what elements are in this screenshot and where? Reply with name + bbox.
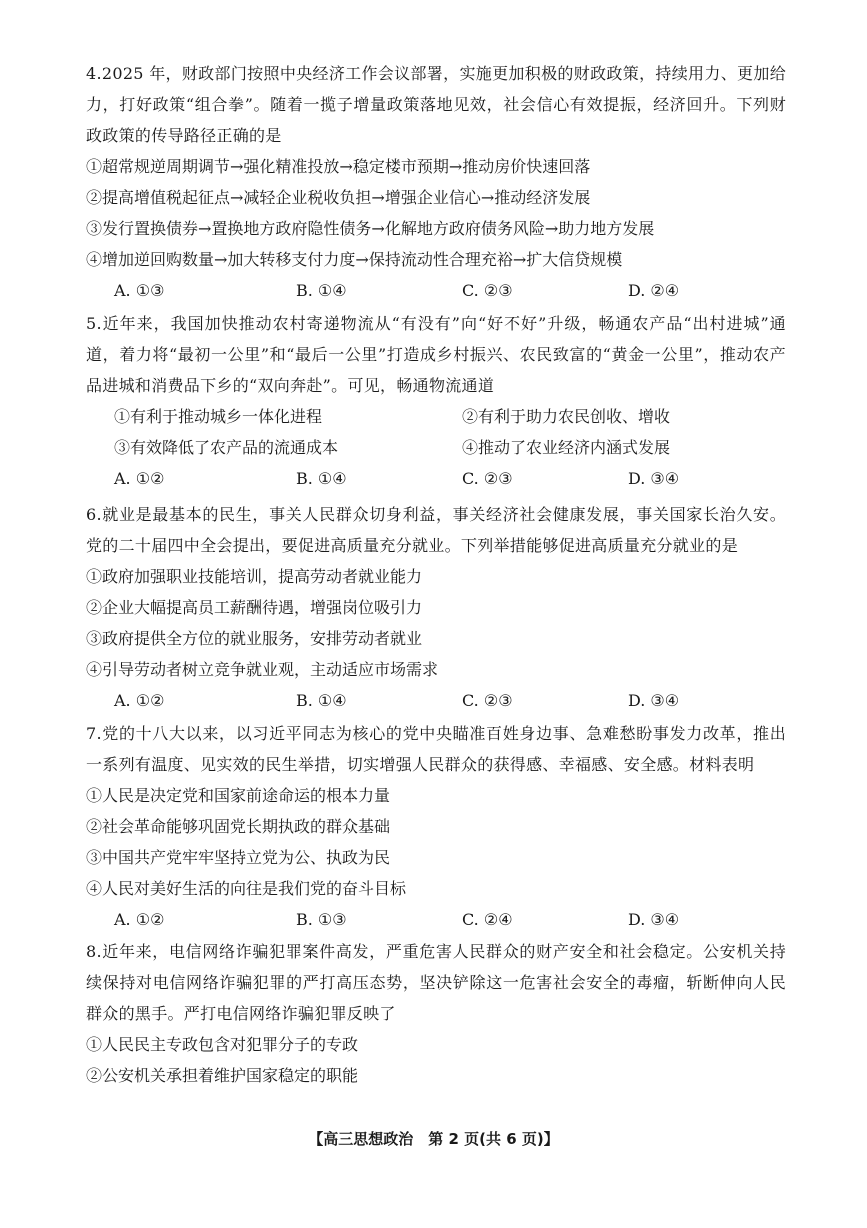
question-6-stem: 6.就业是最基本的民生，事关人民群众切身利益，事关经济社会健康发展，事关国家长治久安。党的二十届四中全会提出，要促进高质量充分就业。下列举措能够促进高质量充分就业的是 bbox=[86, 505, 786, 555]
choice-c: C. ②③ bbox=[462, 469, 513, 488]
question-5-options-row-1 bbox=[86, 401, 786, 432]
choice-b: B. ①④ bbox=[296, 469, 347, 488]
choice-a: A. ①② bbox=[114, 910, 165, 929]
question-6-choices bbox=[86, 685, 786, 716]
question-4-option-3: ③发行置换债券→置换地方政府隐性债务→化解地方政府债务风险→助力地方发展 bbox=[86, 219, 655, 238]
choice-b: B. ①③ bbox=[296, 910, 347, 929]
question-8 bbox=[86, 936, 786, 1091]
choice-c: C. ②④ bbox=[462, 910, 513, 929]
choice-c: C. ②③ bbox=[462, 691, 513, 710]
question-8-option-2: ②公安机关承担着维护国家稳定的职能 bbox=[86, 1066, 359, 1085]
question-6-option-2: ②企业大幅提高员工薪酬待遇，增强岗位吸引力 bbox=[86, 598, 423, 617]
question-5-option-4: ④推动了农业经济内涵式发展 bbox=[462, 438, 671, 457]
question-6 bbox=[86, 499, 786, 716]
question-4-stem: 4.2025 年，财政部门按照中央经济工作会议部署，实施更加积极的财政政策，持续用力、更加给力，打好政策“组合拳”。随着一揽子增量政策落地见效，社会信心有效提振，经济回升。下列财政政策的传导路径正确的是 bbox=[86, 64, 786, 145]
question-8-stem: 8.近年来，电信网络诈骗犯罪案件高发，严重危害人民群众的财产安全和社会稳定。公安机关持续保持对电信网络诈骗犯罪的严打高压态势，坚决铲除这一危害社会安全的毒瘤，斩断伸向人民群众的黑手。严打电信网络诈骗犯罪反映了 bbox=[86, 942, 786, 1023]
question-7-option-4: ④人民对美好生活的向往是我们党的奋斗目标 bbox=[86, 879, 407, 898]
choice-b: B. ①④ bbox=[296, 691, 347, 710]
question-4-option-1: ①超常规逆周期调节→强化精准投放→稳定楼市预期→推动房价快速回落 bbox=[86, 157, 591, 176]
question-5-option-2: ②有利于助力农民创收、增收 bbox=[462, 407, 671, 426]
question-5 bbox=[86, 308, 786, 494]
question-7-option-1: ①人民是决定党和国家前途命运的根本力量 bbox=[86, 786, 391, 805]
page-footer: 【高三思想政治 第 2 页(共 6 页)】 bbox=[308, 1130, 559, 1148]
question-7-choices bbox=[86, 904, 786, 935]
question-4-choices bbox=[86, 275, 786, 306]
question-6-option-4: ④引导劳动者树立竞争就业观，主动适应市场需求 bbox=[86, 660, 439, 679]
question-6-option-1: ①政府加强职业技能培训，提高劳动者就业能力 bbox=[86, 567, 423, 586]
choice-d: D. ③④ bbox=[628, 469, 680, 488]
choice-c: C. ②③ bbox=[462, 281, 513, 300]
question-5-choices bbox=[86, 463, 786, 494]
question-4-option-4: ④增加逆回购数量→加大转移支付力度→保持流动性合理充裕→扩大信贷规模 bbox=[86, 250, 623, 269]
question-4-option-2: ②提高增值税起征点→减轻企业税收负担→增强企业信心→推动经济发展 bbox=[86, 188, 591, 207]
question-7-option-3: ③中国共产党牢牢坚持立党为公、执政为民 bbox=[86, 848, 391, 867]
question-5-options-row-2 bbox=[86, 432, 786, 463]
choice-a: A. ①② bbox=[114, 469, 165, 488]
question-4 bbox=[86, 58, 786, 306]
choice-d: D. ③④ bbox=[628, 910, 680, 929]
choice-d: D. ③④ bbox=[628, 691, 680, 710]
question-5-stem: 5.近年来，我国加快推动农村寄递物流从“有没有”向“好不好”升级，畅通农产品“出村进城”通道，着力将“最初一公里”和“最后一公里”打造成乡村振兴、农民致富的“黄金一公里”，推动农产品进城和消费品下乡的“双向奔赴”。可见，畅通物流通道 bbox=[86, 314, 786, 395]
question-5-option-1: ①有利于推动城乡一体化进程 bbox=[114, 407, 323, 426]
question-7-stem: 7.党的十八大以来，以习近平同志为核心的党中央瞄准百姓身边事、急难愁盼事发力改革，推出一系列有温度、见实效的民生举措，切实增强人民群众的获得感、幸福感、安全感。材料表明 bbox=[86, 724, 786, 774]
question-6-option-3: ③政府提供全方位的就业服务，安排劳动者就业 bbox=[86, 629, 423, 648]
question-8-option-1: ①人民民主专政包含对犯罪分子的专政 bbox=[86, 1035, 359, 1054]
question-5-option-3: ③有效降低了农产品的流通成本 bbox=[114, 438, 339, 457]
choice-a: A. ①③ bbox=[114, 281, 165, 300]
choice-b: B. ①④ bbox=[296, 281, 347, 300]
question-7 bbox=[86, 718, 786, 935]
choice-d: D. ②④ bbox=[628, 281, 680, 300]
question-7-option-2: ②社会革命能够巩固党长期执政的群众基础 bbox=[86, 817, 391, 836]
choice-a: A. ①② bbox=[114, 691, 165, 710]
